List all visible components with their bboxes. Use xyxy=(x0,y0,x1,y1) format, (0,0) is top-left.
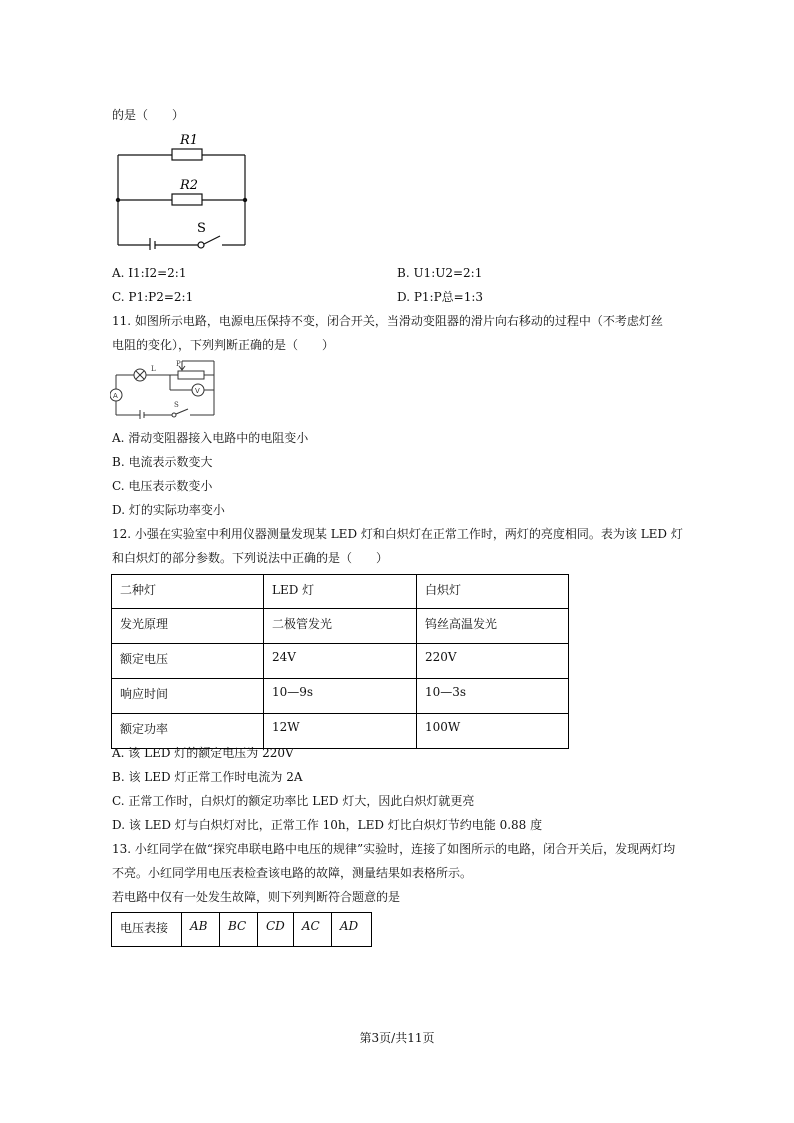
table-cell: 100W xyxy=(417,714,569,749)
table-cell: AB xyxy=(182,913,220,947)
q12-parameter-table xyxy=(111,574,569,749)
table-cell: 发光原理 xyxy=(112,609,264,644)
q12-option-d: D. 该 LED 灯与白炽灯对比，正常工作 10h，LED 灯比白炽灯节约电能 0.88 度 xyxy=(112,818,543,832)
table-cell: 二极管发光 xyxy=(264,609,417,644)
q12-option-a: A. 该 LED 灯的额定电压为 220V xyxy=(112,746,294,760)
q13-voltage-table xyxy=(111,912,372,947)
q11-switch-label: S xyxy=(174,401,179,409)
q11-rheostat-circuit-diagram xyxy=(110,357,220,419)
table-row xyxy=(112,714,569,749)
table-cell: 220V xyxy=(417,644,569,679)
q12-stem-line1: 12. 小强在实验室中利用仪器测量发现某 LED 灯和白炽灯在正常工作时，两灯的亮度相同。表为该 LED 灯 xyxy=(112,527,683,541)
r1-label: R1 xyxy=(180,133,199,148)
table-row xyxy=(112,913,372,947)
q12-option-b: B. 该 LED 灯正常工作时电流为 2A xyxy=(112,770,303,784)
q11-stem-line1: 11. 如图所示电路，电源电压保持不变，闭合开关，当滑动变阻器的滑片向右移动的过程中（不考虑灯丝 xyxy=(112,314,663,328)
table-cell: 10—9s xyxy=(264,679,417,714)
ammeter-label: A xyxy=(113,392,118,400)
q11-option-c: C. 电压表示数变小 xyxy=(112,479,213,493)
q12-stem-line2: 和白炽灯的部分参数。下列说法中正确的是（ ） xyxy=(112,551,389,565)
r2-label: R2 xyxy=(180,178,199,193)
q10-option-d: D. P1:P总=1:3 xyxy=(397,290,484,304)
q10-option-a: A. I1:I2=2:1 xyxy=(112,266,187,280)
table-cell: 响应时间 xyxy=(112,679,264,714)
page-footer: 第3页/共11页 xyxy=(359,1031,435,1045)
table-cell: 12W xyxy=(264,714,417,749)
q13-stem-line2: 不亮。小红同学用电压表检查该电路的故障，测量结果如表格所示。 xyxy=(112,866,473,880)
table-cell: 额定功率 xyxy=(112,714,264,749)
q13-stem-line3: 若电路中仅有一处发生故障，则下列判断符合题意的是 xyxy=(112,890,401,904)
table-cell: 电压表接 xyxy=(112,913,182,947)
table-cell: AC xyxy=(293,913,331,947)
table-row xyxy=(112,644,569,679)
slider-label: P xyxy=(176,360,181,368)
q10-parallel-circuit-diagram xyxy=(112,128,252,250)
table-cell: 钨丝高温发光 xyxy=(417,609,569,644)
q10-stem-tail: 的是（ ） xyxy=(112,108,185,122)
switch-label: S xyxy=(197,221,206,236)
q11-option-d: D. 灯的实际功率变小 xyxy=(112,503,225,517)
q10-option-b: B. U1:U2=2:1 xyxy=(397,266,483,280)
q11-option-b: B. 电流表示数变大 xyxy=(112,455,213,469)
table-cell: 额定电压 xyxy=(112,644,264,679)
table-row xyxy=(112,679,569,714)
q11-option-a: A. 滑动变阻器接入电路中的电阻变小 xyxy=(112,431,309,445)
q13-stem-line1: 13. 小红同学在做“探究串联电路中电压的规律”实验时，连接了如图所示的电路，闭合开关后，发现两灯均 xyxy=(112,842,676,856)
table-cell: 二种灯 xyxy=(112,575,264,609)
table-cell: 10—3s xyxy=(417,679,569,714)
q11-stem-line2: 电阻的变化），下列判断正确的是（ ） xyxy=(112,338,335,352)
table-cell: AD xyxy=(331,913,371,947)
table-cell: 24V xyxy=(264,644,417,679)
lamp-label: L xyxy=(151,365,156,373)
table-cell: LED 灯 xyxy=(264,575,417,609)
q10-option-c: C. P1:P2=2:1 xyxy=(112,290,194,304)
table-row xyxy=(112,609,569,644)
table-cell: 白炽灯 xyxy=(417,575,569,609)
voltmeter-label: V xyxy=(195,387,200,395)
q12-option-c: C. 正常工作时，白炽灯的额定功率比 LED 灯大，因此白炽灯就更亮 xyxy=(112,794,475,808)
table-row xyxy=(112,575,569,609)
table-cell: BC xyxy=(220,913,258,947)
table-cell: CD xyxy=(258,913,294,947)
